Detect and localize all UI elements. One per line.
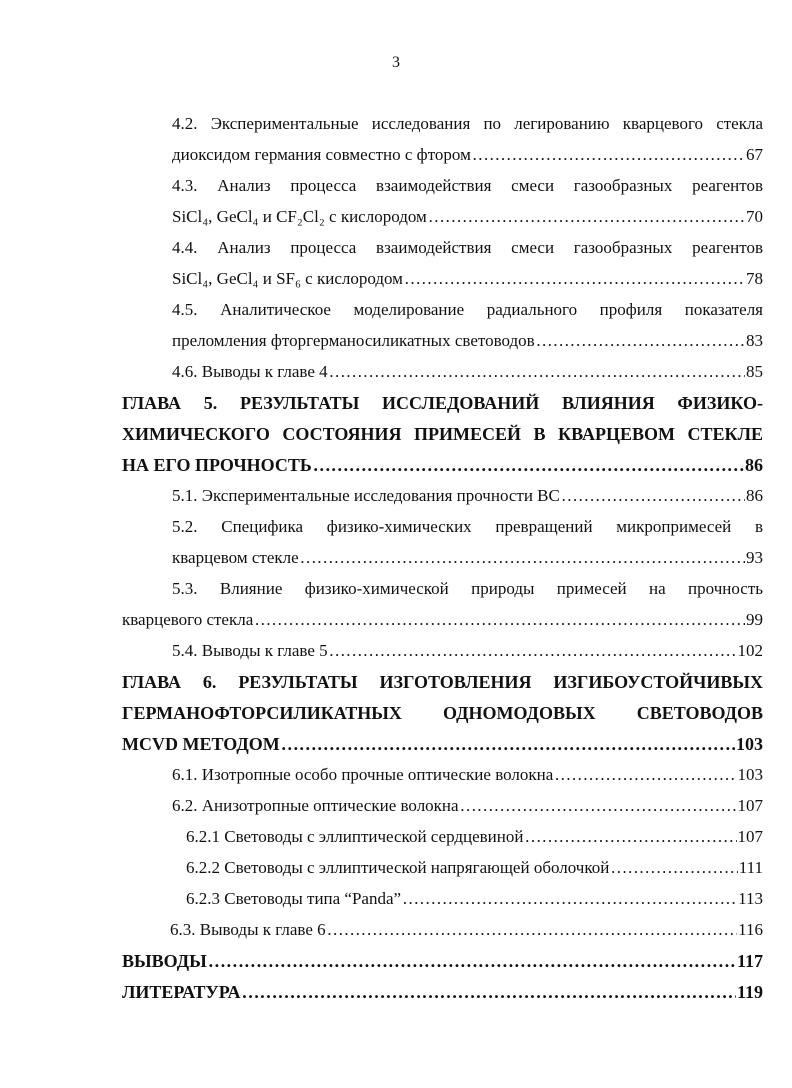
dot-leader: [536, 329, 745, 353]
toc-entry-title: кварцевом стекле: [172, 548, 299, 567]
toc-entry-title: SiCl₄, GeCl₄ и CF₂Cl₂ с кислородом: [172, 207, 427, 226]
toc-page-number: 103: [736, 734, 763, 754]
toc-entry-title: диоксидом германия совместно с фтором: [172, 145, 471, 164]
dot-leader: [472, 143, 745, 167]
toc-entry-title: MCVD МЕТОДОМ: [122, 734, 280, 754]
toc-entry-line: [172, 546, 763, 570]
toc-entry-line: [122, 701, 763, 725]
dot-leader: [329, 360, 745, 384]
toc-entry-line: [186, 856, 763, 880]
dot-leader: [460, 794, 737, 818]
toc-page-number: 93: [746, 548, 763, 567]
toc-entry-title: 6.1. Изотропные особо прочные оптические волокна: [172, 765, 554, 784]
dot-leader: [524, 825, 736, 849]
toc-entry-line: [172, 267, 763, 291]
toc-entry-line: [122, 391, 763, 415]
toc-entry-line: [172, 515, 763, 539]
toc-page-number: 86: [745, 455, 763, 475]
toc-entry-title: 6.2.2 Световоды с эллиптической напрягающей оболочкой: [186, 858, 610, 877]
toc-entry-title: ЛИТЕРАТУРА: [122, 982, 241, 1002]
toc-page-number: 116: [738, 920, 763, 939]
toc-page-number: 99: [746, 610, 763, 629]
toc-entry-title: 6.2.1 Световоды с эллиптической сердцевиной: [186, 827, 524, 846]
toc-entry-line: [122, 453, 763, 477]
toc-page-number: 117: [736, 951, 763, 971]
toc-entry-title: 4.4. Анализ процесса взаимодействия смеси газообразных реагентов: [172, 238, 763, 257]
toc-entry-title: 4.3. Анализ процесса взаимодействия смеси газообразных реагентов: [172, 176, 763, 195]
dot-leader: [402, 887, 737, 911]
toc-entry-line: [172, 329, 763, 353]
toc-entry-title: SiCl₄, GeCl₄ и SF₆ с кислородом: [172, 269, 403, 288]
toc-entry-title: ХИМИЧЕСКОГО СОСТОЯНИЯ ПРИМЕСЕЙ В КВАРЦЕВОМ СТЕКЛЕ: [122, 424, 763, 444]
toc-page-number: 70: [746, 207, 763, 226]
toc-entry-title: ГЛАВА 6. РЕЗУЛЬТАТЫ ИЗГОТОВЛЕНИЯ ИЗГИБОУСТОЙЧИВЫХ: [122, 672, 763, 692]
toc-entry-line: [172, 143, 763, 167]
toc-entry-line: [172, 639, 763, 663]
toc-page-number: 78: [746, 269, 763, 288]
dot-leader: [281, 732, 735, 756]
toc-page-number: 107: [737, 827, 763, 846]
toc-entry-line: [172, 794, 763, 818]
toc-entry-title: кварцевого стекла: [122, 610, 254, 629]
toc-entry-line: [186, 887, 763, 911]
toc-entry-line: [122, 949, 763, 973]
toc-page-number: 113: [738, 889, 763, 908]
toc-entry-title: 5.1. Экспериментальные исследования прочности ВС: [172, 486, 560, 505]
toc-page-number: 102: [737, 641, 763, 660]
dot-leader: [300, 546, 745, 570]
toc-page-number: 103: [737, 765, 763, 784]
toc-entry-line: [122, 670, 763, 694]
toc-entry-title: 6.2.3 Световоды типа “Panda”: [186, 889, 402, 908]
dot-leader: [313, 453, 744, 477]
toc-entry-line: [172, 112, 763, 136]
dot-leader: [554, 763, 736, 787]
toc-entry-line: [122, 608, 763, 632]
dot-leader: [254, 608, 745, 632]
dot-leader: [428, 205, 745, 229]
dot-leader: [610, 856, 737, 880]
toc-entry-line: [122, 980, 763, 1004]
toc-entry-title: ГЕРМАНОФТОРСИЛИКАТНЫХ ОДНОМОДОВЫХ СВЕТОВОДОВ: [122, 703, 763, 723]
dot-leader: [327, 918, 738, 942]
toc-entry-title: ГЛАВА 5. РЕЗУЛЬТАТЫ ИССЛЕДОВАНИЙ ВЛИЯНИЯ ФИЗИКО-: [122, 393, 763, 413]
toc-page-number: 86: [746, 486, 763, 505]
toc-entry-line: [172, 763, 763, 787]
dot-leader: [561, 484, 745, 508]
toc-entry-line: [172, 298, 763, 322]
toc-entry-title: 6.3. Выводы к главе 6: [170, 920, 326, 939]
toc-entry-title: 6.2. Анизотропные оптические волокна: [172, 796, 459, 815]
toc-entry-line: [172, 360, 763, 384]
toc-page-number: 107: [737, 796, 763, 815]
toc-entry-title: 5.4. Выводы к главе 5: [172, 641, 328, 660]
toc-entry-line: [122, 732, 763, 756]
toc-entry-title: преломления фторгерманосиликатных световодов: [172, 331, 535, 350]
toc-entry-title: 5.2. Специфика физико-химических превращений микропримесей в: [172, 517, 763, 536]
toc-page-number: 83: [746, 331, 763, 350]
toc-entry-line: [186, 825, 763, 849]
dot-leader: [241, 980, 736, 1004]
toc-entry-line: [172, 236, 763, 260]
dot-leader: [404, 267, 745, 291]
toc-entry-line: [172, 577, 763, 601]
toc-page-number: 111: [738, 858, 763, 877]
toc-entry-title: 5.3. Влияние физико-химической природы примесей на прочность: [172, 579, 763, 598]
page-number: 3: [392, 54, 400, 71]
toc-entry-line: [172, 484, 763, 508]
toc-entry-title: НА ЕГО ПРОЧНОСТЬ: [122, 455, 312, 475]
toc-entry-title: 4.2. Экспериментальные исследования по легированию кварцевого стекла: [172, 114, 763, 133]
toc-entry-title: ВЫВОДЫ: [122, 951, 207, 971]
toc-page-number: 67: [746, 145, 763, 164]
toc-entry-line: [172, 205, 763, 229]
dot-leader: [208, 949, 736, 973]
toc-entry-line: [172, 174, 763, 198]
toc-entry-line: [122, 422, 763, 446]
toc-entry-line: [170, 918, 763, 942]
toc-page-number: 85: [746, 362, 763, 381]
toc-entry-title: 4.6. Выводы к главе 4: [172, 362, 328, 381]
dot-leader: [329, 639, 737, 663]
toc-entry-title: 4.5. Аналитическое моделирование радиального профиля показателя: [172, 300, 763, 319]
toc-page-number: 119: [736, 982, 763, 1002]
